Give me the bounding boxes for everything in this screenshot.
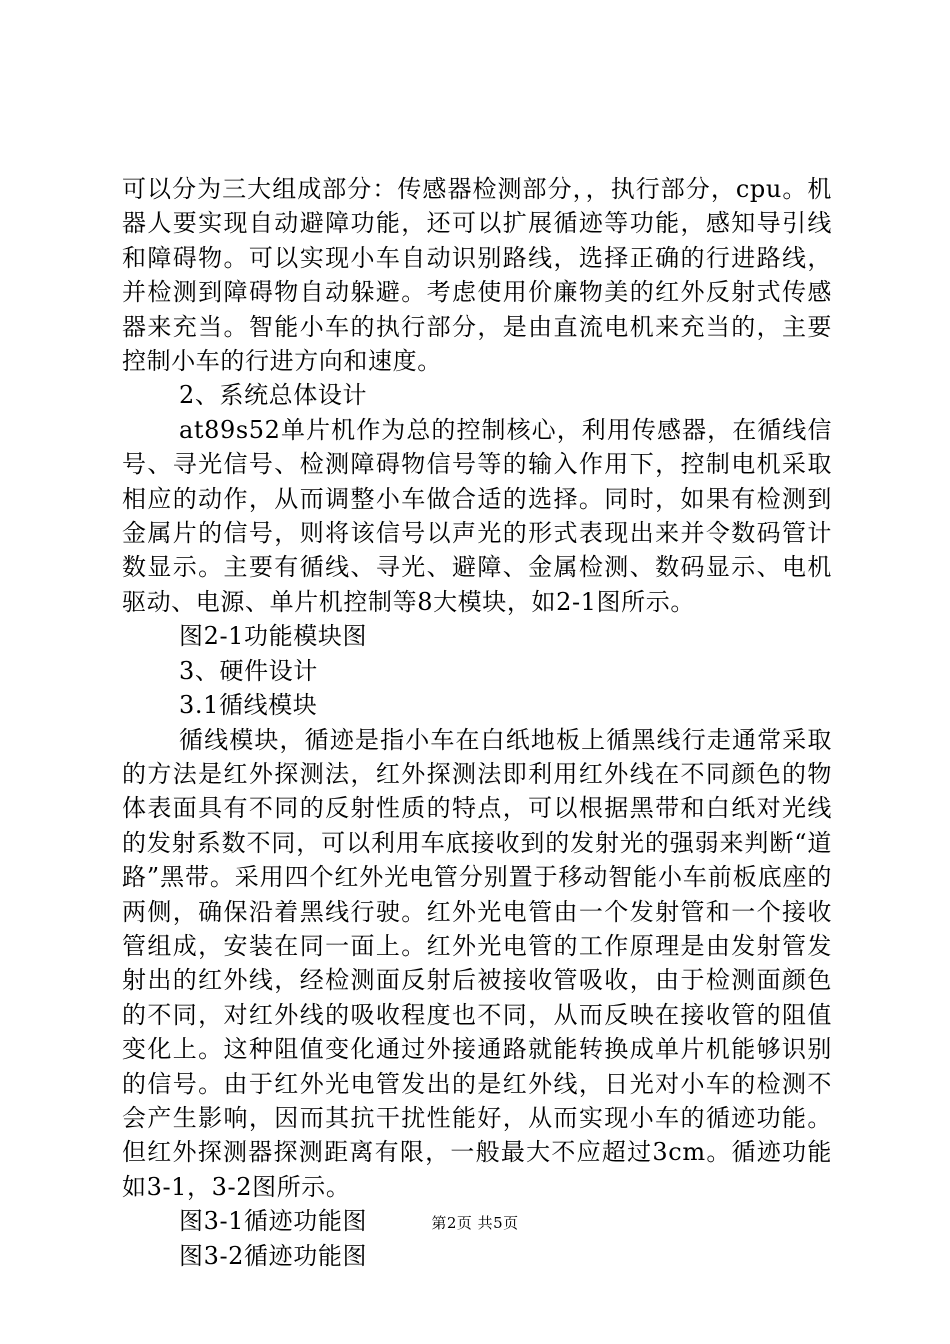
subsection-heading-3-1: 3.1循线模块: [179, 691, 318, 720]
figure-caption-3-2: 图3-2循迹功能图: [179, 1241, 368, 1270]
document-body: [122, 172, 832, 1273]
figure-caption-2-1: 图2-1功能模块图: [179, 622, 368, 651]
paragraph-intro: 可以分为三大组成部分：传感器检测部分，，执行部分，cpu。机器人要实现自动避障功能，还可以扩展循迹等功能，感知导引线和障碍物。可以实现小车自动识别路线，选择正确的行进路线，并检测到障碍物自动躲避。考虑使用价廉物美的红外反射式传感器来充当。智能小车的执行部分，是由直流电机来充当的，主要控制小车的行进方向和速度。: [122, 175, 832, 376]
section-heading-3: 3、硬件设计: [179, 656, 318, 685]
section-heading-2: 2、系统总体设计: [179, 381, 368, 410]
figure-caption-3-1: 图3-1循迹功能图: [179, 1207, 368, 1236]
paragraph-system-design: at89s52单片机作为总的控制核心，利用传感器，在循线信号、寻光信号、检测障碍物信号等的输入作用下，控制电机采取相应的动作，从而调整小车做合适的选择。同时，如果有检测到金属片的信号，则将该信号以声光的形式表现出来并令数码管计数显示。主要有循线、寻光、避障、金属检测、数码显示、电机驱动、电源、单片机控制等8大模块，如2-1图所示。: [122, 415, 832, 616]
page-number-footer: 第2页 共5页: [431, 1214, 519, 1232]
paragraph-line-tracking: 循线模块，循迹是指小车在白纸地板上循黑线行走通常采取的方法是红外探测法，红外探测法即利用红外线在不同颜色的物体表面具有不同的反射性质的特点，可以根据黑带和白纸对光线的发射系数不同，可以利用车底接收到的发射光的强弱来判断“道路”黑带。采用四个红外光电管分别置于移动智能小车前板底座的两侧，确保沿着黑线行驶。红外光电管由一个发射管和一个接收管组成，安装在同一面上。红外光电管的工作原理是由发射管发射出的红外线，经检测面反射后被接收管吸收，由于检测面颜色的不同，对红外线的吸收程度也不同，从而反映在接收管的阻值变化上。这种阻值变化通过外接通路就能转换成单片机能够识别的信号。由于红外光电管发出的是红外线，日光对小车的检测不会产生影响，因而其抗干扰性能好，从而实现小车的循迹功能。但红外探测器探测距离有限，一般最大不应超过3cm。循迹功能如3-1，3-2图所示。: [122, 725, 832, 1201]
